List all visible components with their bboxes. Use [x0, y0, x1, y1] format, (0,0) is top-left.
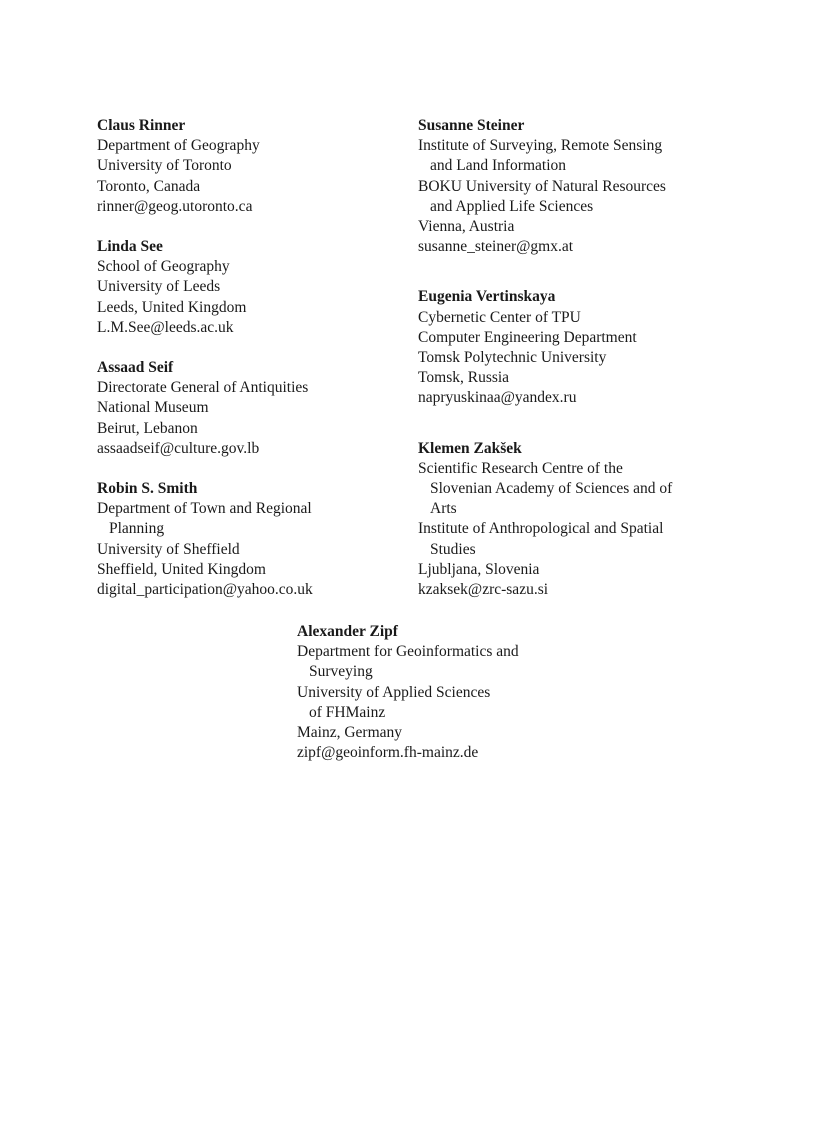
author-entry: [418, 116, 748, 257]
author-name: Susanne Steiner: [418, 117, 525, 134]
affiliation-line: Scientific Research Centre of the: [418, 459, 623, 477]
affiliation-line: Toronto, Canada: [97, 177, 201, 195]
author-entry: [418, 439, 748, 601]
author-email[interactable]: susanne_steiner@gmx.at: [418, 238, 574, 256]
affiliation-line: Arts: [430, 500, 457, 518]
affiliation-line: Department for Geoinformatics and: [297, 643, 519, 661]
author-email[interactable]: assaadseif@culture.gov.lb: [97, 439, 260, 457]
author-email[interactable]: kzaksek@zrc-sazu.si: [418, 581, 549, 599]
affiliation-line: Tomsk, Russia: [418, 369, 510, 387]
affiliation-line: Beirut, Lebanon: [97, 419, 198, 437]
affiliation-line: Cybernetic Center of TPU: [418, 308, 581, 326]
author-entry: [297, 622, 617, 763]
affiliation-line: Mainz, Germany: [297, 724, 403, 742]
affiliation-line: School of Geography: [97, 258, 230, 276]
author-email[interactable]: L.M.See@leeds.ac.uk: [97, 318, 234, 336]
author-name: Eugenia Vertinskaya: [418, 288, 556, 306]
affiliation-line: National Museum: [97, 399, 209, 417]
author-entry: [97, 237, 397, 338]
affiliation-line: Sheffield, United Kingdom: [97, 560, 266, 578]
affiliation-line: and Applied Life Sciences: [430, 197, 594, 215]
affiliation-line: University of Toronto: [97, 157, 232, 175]
affiliation-line: Leeds, United Kingdom: [97, 298, 247, 316]
affiliation-line: Ljubljana, Slovenia: [418, 560, 540, 578]
affiliation-line: Surveying: [309, 663, 373, 681]
author-name: Alexander Zipf: [297, 623, 398, 640]
affiliation-line: Institute of Surveying, Remote Sensing: [418, 137, 663, 155]
author-name: Robin S. Smith: [97, 480, 198, 498]
affiliation-line: Studies: [430, 540, 476, 558]
affiliation-line: Department of Geography: [97, 137, 260, 155]
affiliation-line: Directorate General of Antiquities: [97, 379, 309, 397]
affiliation-line: University of Applied Sciences: [297, 683, 491, 701]
affiliation-line: University of Sheffield: [97, 540, 240, 558]
author-name: Claus Rinner: [97, 117, 186, 134]
affiliation-line: BOKU University of Natural Resources: [418, 177, 666, 195]
author-name: Assaad Seif: [97, 359, 174, 377]
affiliation-line: of FHMainz: [309, 703, 386, 721]
affiliation-line: Department of Town and Regional: [97, 500, 312, 518]
center-column: [297, 622, 617, 763]
affiliation-line: Institute of Anthropological and Spatial: [418, 520, 664, 538]
author-entry: [418, 287, 748, 408]
affiliation-line: Planning: [109, 520, 165, 538]
author-entry: [97, 479, 397, 600]
author-email[interactable]: rinner@geog.utoronto.ca: [97, 197, 253, 215]
right-column: [418, 116, 748, 600]
affiliation-line: Tomsk Polytechnic University: [418, 349, 607, 367]
affiliation-line: Vienna, Austria: [418, 218, 515, 236]
affiliation-line: Computer Engineering Department: [418, 328, 637, 346]
affiliation-line: Slovenian Academy of Sciences and of: [430, 480, 673, 498]
affiliation-line: and Land Information: [430, 157, 567, 175]
author-name: Linda See: [97, 238, 163, 256]
author-name: Klemen Zakšek: [418, 439, 522, 457]
author-email[interactable]: zipf@geoinform.fh-mainz.de: [297, 744, 479, 762]
author-email[interactable]: napryuskinaa@yandex.ru: [418, 389, 577, 407]
author-email[interactable]: digital_participation@yahoo.co.uk: [97, 581, 313, 599]
left-column: [97, 116, 397, 600]
author-entry: [97, 358, 397, 459]
author-entry: [97, 116, 397, 217]
affiliation-line: University of Leeds: [97, 278, 221, 296]
